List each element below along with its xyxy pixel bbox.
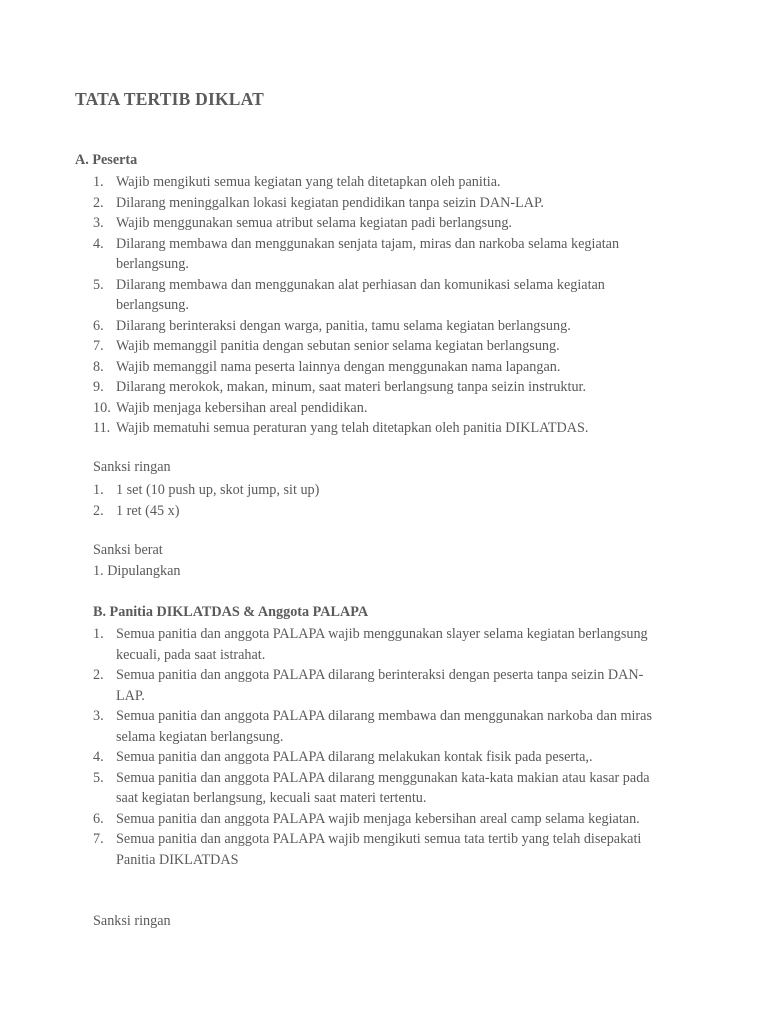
list-item-number: 6.	[93, 317, 104, 334]
section-b-heading: B. Panitia DIKLATDAS & Anggota PALAPA	[93, 604, 369, 620]
list-item	[0, 809, 661, 830]
list-item-text: Wajib menggunakan semua atribut selama kegiatan padi berlangsung.	[116, 215, 512, 231]
list-item	[0, 213, 661, 234]
list-item-text: Dilarang berinteraksi dengan warga, panitia, tamu selama kegiatan berlangsung.	[116, 317, 571, 334]
sanksi-ringan-label-b: Sanksi ringan	[93, 913, 171, 929]
list-item-text: Wajib memanggil panitia dengan sebutan senior selama kegiatan berlangsung.	[116, 338, 560, 354]
sanksi-berat-label: Sanksi berat	[93, 542, 163, 558]
list-item	[0, 398, 661, 419]
list-item-text: Semua panitia dan anggota PALAPA wajib menjaga kebersihan areal camp selama kegiatan.	[116, 810, 640, 827]
list-item-text: Semua panitia dan anggota PALAPA wajib menggunakan slayer selama kegiatan berlangsung kecuali, pada saat istrahat.	[116, 626, 648, 663]
sanksi-ringan-label: Sanksi ringan	[93, 459, 171, 475]
list-item-text: Dilarang membawa dan menggunakan alat perhiasan dan komunikasi selama kegiatan berlangsung.	[116, 276, 605, 313]
sanksi-ringan-list	[0, 480, 661, 521]
list-item	[0, 316, 661, 337]
list-item	[0, 829, 661, 870]
sanksi-berat-item: 1. Dipulangkan	[93, 563, 181, 579]
list-item-number: 7.	[93, 338, 104, 354]
list-item-text: Dilarang merokok, makan, minum, saat materi berlangsung tanpa seizin instruktur.	[116, 379, 587, 395]
list-item	[0, 747, 661, 768]
list-item	[0, 624, 661, 665]
list-item	[0, 275, 661, 316]
section-b-list	[0, 624, 661, 870]
list-item-text: Semua panitia dan anggota PALAPA dilarang membawa dan menggunakan narkoba dan miras selama kegiatan berlangsung.	[116, 708, 652, 745]
list-item-number: 10.	[93, 399, 111, 416]
list-item-text: Wajib mematuhi semua peraturan yang telah ditetapkan oleh panitia DIKLATDAS.	[116, 420, 589, 436]
list-item-text: 1 ret (45 x)	[116, 502, 180, 519]
list-item-text: 1 set (10 push up, skot jump, sit up)	[116, 482, 320, 498]
list-item-text: Semua panitia dan anggota PALAPA dilarang melakukan kontak fisik pada peserta,.	[116, 749, 593, 765]
list-item-number: 5.	[93, 276, 104, 293]
list-item-text: Wajib mengikuti semua kegiatan yang telah ditetapkan oleh panitia.	[116, 174, 501, 190]
list-item-text: Wajib menjaga kebersihan areal pendidikan.	[116, 399, 368, 416]
list-item-number: 2.	[93, 667, 104, 683]
list-item-number: 2.	[93, 194, 104, 211]
list-item-number: 4.	[93, 749, 104, 765]
list-item-number: 4.	[93, 235, 104, 252]
list-item-text: Dilarang membawa dan menggunakan senjata tajam, miras dan narkoba selama kegiatan berlangsung.	[116, 235, 620, 272]
section-a-heading: A. Peserta	[75, 152, 138, 168]
list-item-number: 3.	[93, 708, 104, 724]
list-item-number: 1.	[93, 626, 104, 642]
list-item	[0, 768, 661, 809]
list-item-text: Semua panitia dan anggota PALAPA dilarang berinteraksi dengan peserta tanpa seizin DAN-LAP.	[116, 667, 644, 704]
list-item	[0, 501, 661, 522]
list-item	[0, 336, 661, 357]
list-item-number: 1.	[93, 174, 104, 190]
list-item-number: 6.	[93, 810, 104, 827]
list-item	[0, 377, 661, 398]
document-title: TATA TERTIB DIKLAT	[75, 89, 265, 109]
list-item-number: 11.	[93, 420, 111, 436]
list-item-number: 3.	[93, 215, 104, 231]
list-item-number: 2.	[93, 502, 104, 519]
list-item-text: Semua panitia dan anggota PALAPA wajib mengikuti semua tata tertib yang telah disepakati Panitia DIKLATDAS	[116, 831, 642, 868]
list-item-number: 8.	[93, 358, 104, 375]
list-item-number: 9.	[93, 379, 104, 395]
list-item	[0, 418, 661, 439]
list-item-text: Semua panitia dan anggota PALAPA dilarang menggunakan kata-kata makian atau kasar pada saat kegiatan berlangsung, kecuali saat materi tertentu.	[116, 769, 650, 806]
list-item-number: 7.	[93, 831, 104, 847]
list-item	[0, 234, 661, 275]
list-item-text: Wajib memanggil nama peserta lainnya dengan menggunakan nama lapangan.	[116, 358, 561, 375]
list-item	[0, 665, 661, 706]
list-item	[0, 480, 661, 501]
list-item	[0, 172, 661, 193]
list-item	[0, 193, 661, 214]
list-item	[0, 357, 661, 378]
list-item	[0, 706, 661, 747]
list-item-text: Dilarang meninggalkan lokasi kegiatan pendidikan tanpa seizin DAN-LAP.	[116, 194, 544, 211]
list-item-number: 1.	[93, 482, 104, 498]
list-item-number: 5.	[93, 769, 104, 786]
section-a-list	[0, 172, 661, 439]
